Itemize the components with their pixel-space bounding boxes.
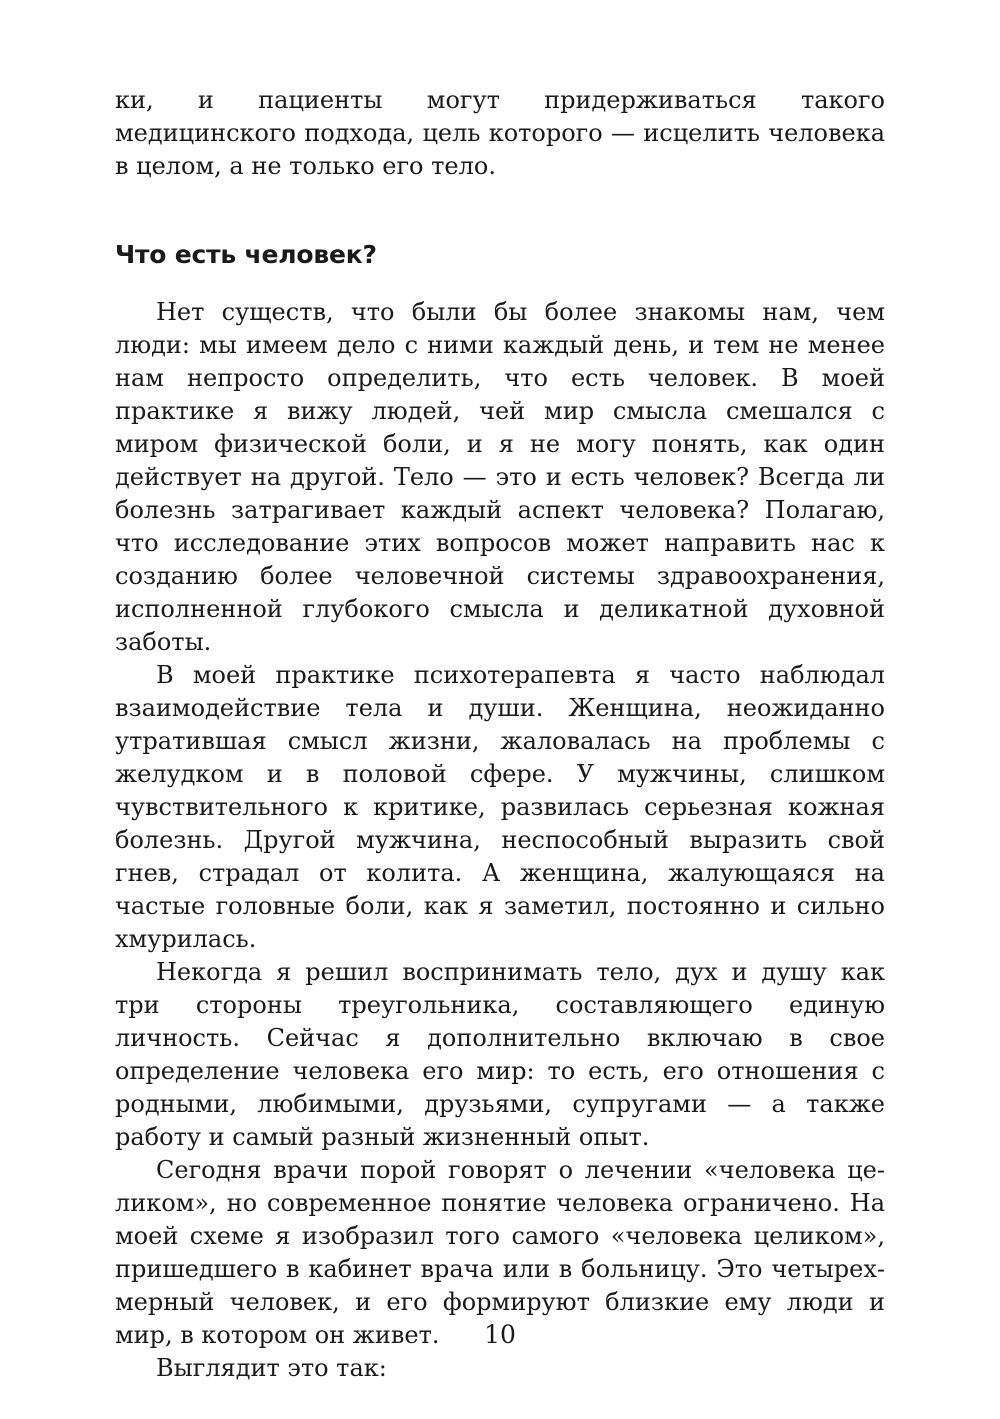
- paragraph-2: В моей практике психотерапевта я часто наблюдал взаимодействие тела и души. Женщина, неожиданно утратившая смысл жизни, жаловалась на проблемы с желудком и в половой сфере. У мужчины, слишком чувствительного к критике, развилась серьезная кожная болезнь. Другой мужчина, неспособный выразить свой гнев, страдал от колита. А женщина, жалующаяся на частые головные боли, как я заметил, постоянно и сильно хмурилась.: [115, 661, 885, 953]
- paragraph-1: Нет существ, что были бы более знакомы нам, чем люди: мы имеем дело с ними каждый день, и тем не менее нам непросто определить, что есть человек. В моей практике я вижу людей, чей мир смысла смешался с миром физической боли, и я не могу понять, как один действует на другой. Тело — это и есть человек? Всегда ли болезнь затрагивает каждый аспект человека? Полагаю, что исследование этих вопросов может направить нас к созданию более человечной системы здравоохранения, исполненной глубокого смысла и деликатной духовной заботы.: [115, 298, 885, 656]
- paragraph-4: Сегодня врачи порой говорят о лечении «человека целиком», но современное понятие человека ограничено. На моей схеме я изобразил того самого «человека целиком», пришедшего в кабинет врача или в больницу. Это четырехмерный человек, и его формируют близкие ему люди и мир, в котором он живет.: [115, 1156, 885, 1349]
- paragraph-5: Выглядит это так:: [156, 1354, 387, 1382]
- page-number: 10: [484, 1320, 516, 1349]
- opening-paragraph: ки, и пациенты могут придерживаться такого медицинского подхода, цель которого — исцелить человека в целом, а не только его тело.: [115, 86, 885, 180]
- page-body: [115, 84, 885, 1385]
- paragraph-3: Некогда я решил воспринимать тело, дух и душу как три стороны треугольника, составляющего единую личность. Сейчас я дополнительно включаю в свое определение человека его мир: то есть, его отношения с родными, любимыми, друзьями, супругами — а также работу и самый разный жизненный опыт.: [115, 958, 885, 1151]
- section-heading: Что есть человек?: [115, 240, 377, 269]
